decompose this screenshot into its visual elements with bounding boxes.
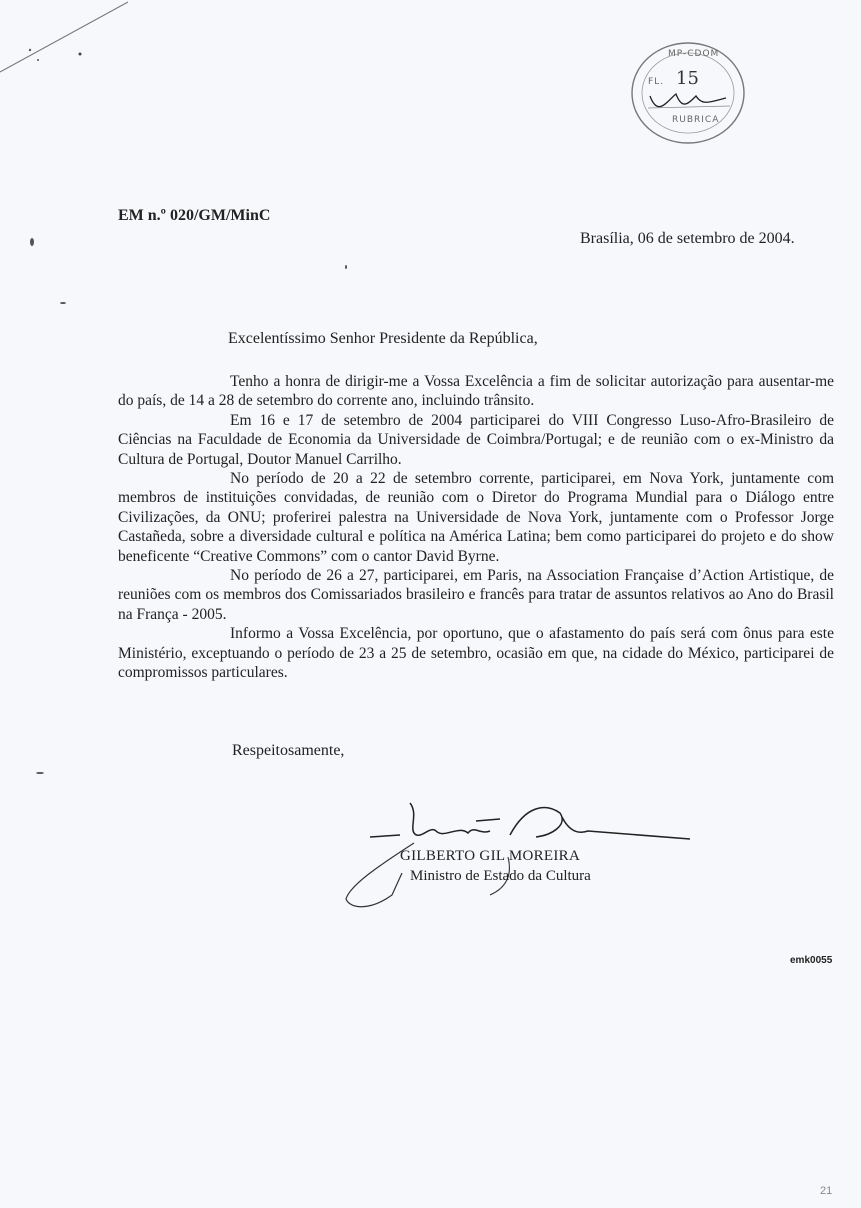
stamp-bottom-text: RUBRICA — [672, 115, 720, 125]
stamp-folha-label: FL. — [648, 77, 665, 87]
scan-speck — [30, 238, 34, 246]
scan-speck — [36, 772, 44, 774]
page-mark: 21 — [820, 1185, 833, 1197]
folio-stamp — [628, 38, 748, 148]
signer-name: GILBERTO GIL MOREIRA — [400, 848, 581, 864]
paragraph: No período de 20 a 22 de setembro corrente, participarei, em Nova York, juntamente com membros de instituições convidadas, de reunião com o Diretor do Programa Mundial para o Diálogo entre Civilizações, da ONU; proferirei palestra na Universidade de Nova York, juntamente com o Professor Jorge Castañeda, sobre a diversidade cultural e política na América Latina; bem como participarei do projeto e do show beneficente “Creative Commons” com o cantor David Byrne. — [118, 470, 834, 565]
document-reference: EM n.º 020/GM/MinC — [118, 207, 271, 224]
stamp-folha-number: 15 — [676, 68, 699, 89]
paragraph: Tenho a honra de dirigir-me a Vossa Excelência a fim de solicitar autorização para ausentar-me do país, de 14 a 28 de setembro do corrente ano, incluindo trânsito. — [118, 373, 834, 410]
closing: Respeitosamente, — [232, 742, 345, 759]
scan-artifact — [0, 0, 140, 80]
date-line: Brasília, 06 de setembro de 2004. — [580, 230, 795, 247]
signer-title: Ministro de Estado da Cultura — [410, 868, 591, 884]
paragraph: No período de 26 a 27, participarei, em Paris, na Association Française d’Action Artistique, de reuniões com os membros dos Comissariados brasileiro e francês para tratar de assuntos relativos ao Ano do Brasil na França - 2005. — [118, 567, 834, 623]
scan-speck — [345, 265, 347, 269]
stamp-top-text: MP-CDOM — [668, 49, 720, 59]
file-code: emk0055 — [790, 955, 833, 966]
letter-body — [118, 372, 834, 683]
scan-speck — [60, 302, 66, 304]
salutation: Excelentíssimo Senhor Presidente da República, — [228, 330, 538, 347]
paragraph: Em 16 e 17 de setembro de 2004 participarei do VIII Congresso Luso-Afro-Brasileiro de Ciências na Faculdade de Economia da Universidade de Coimbra/Portugal; e de reunião com o ex-Ministro da Cultura de Portugal, Doutor Manuel Carrilho. — [118, 411, 834, 468]
paragraph: Informo a Vossa Excelência, por oportuno, que o afastamento do país será com ônus para este Ministério, exceptuando o período de 23 a 25 de setembro, ocasião em que, na cidade do México, participarei de compromissos particulares. — [118, 625, 834, 682]
